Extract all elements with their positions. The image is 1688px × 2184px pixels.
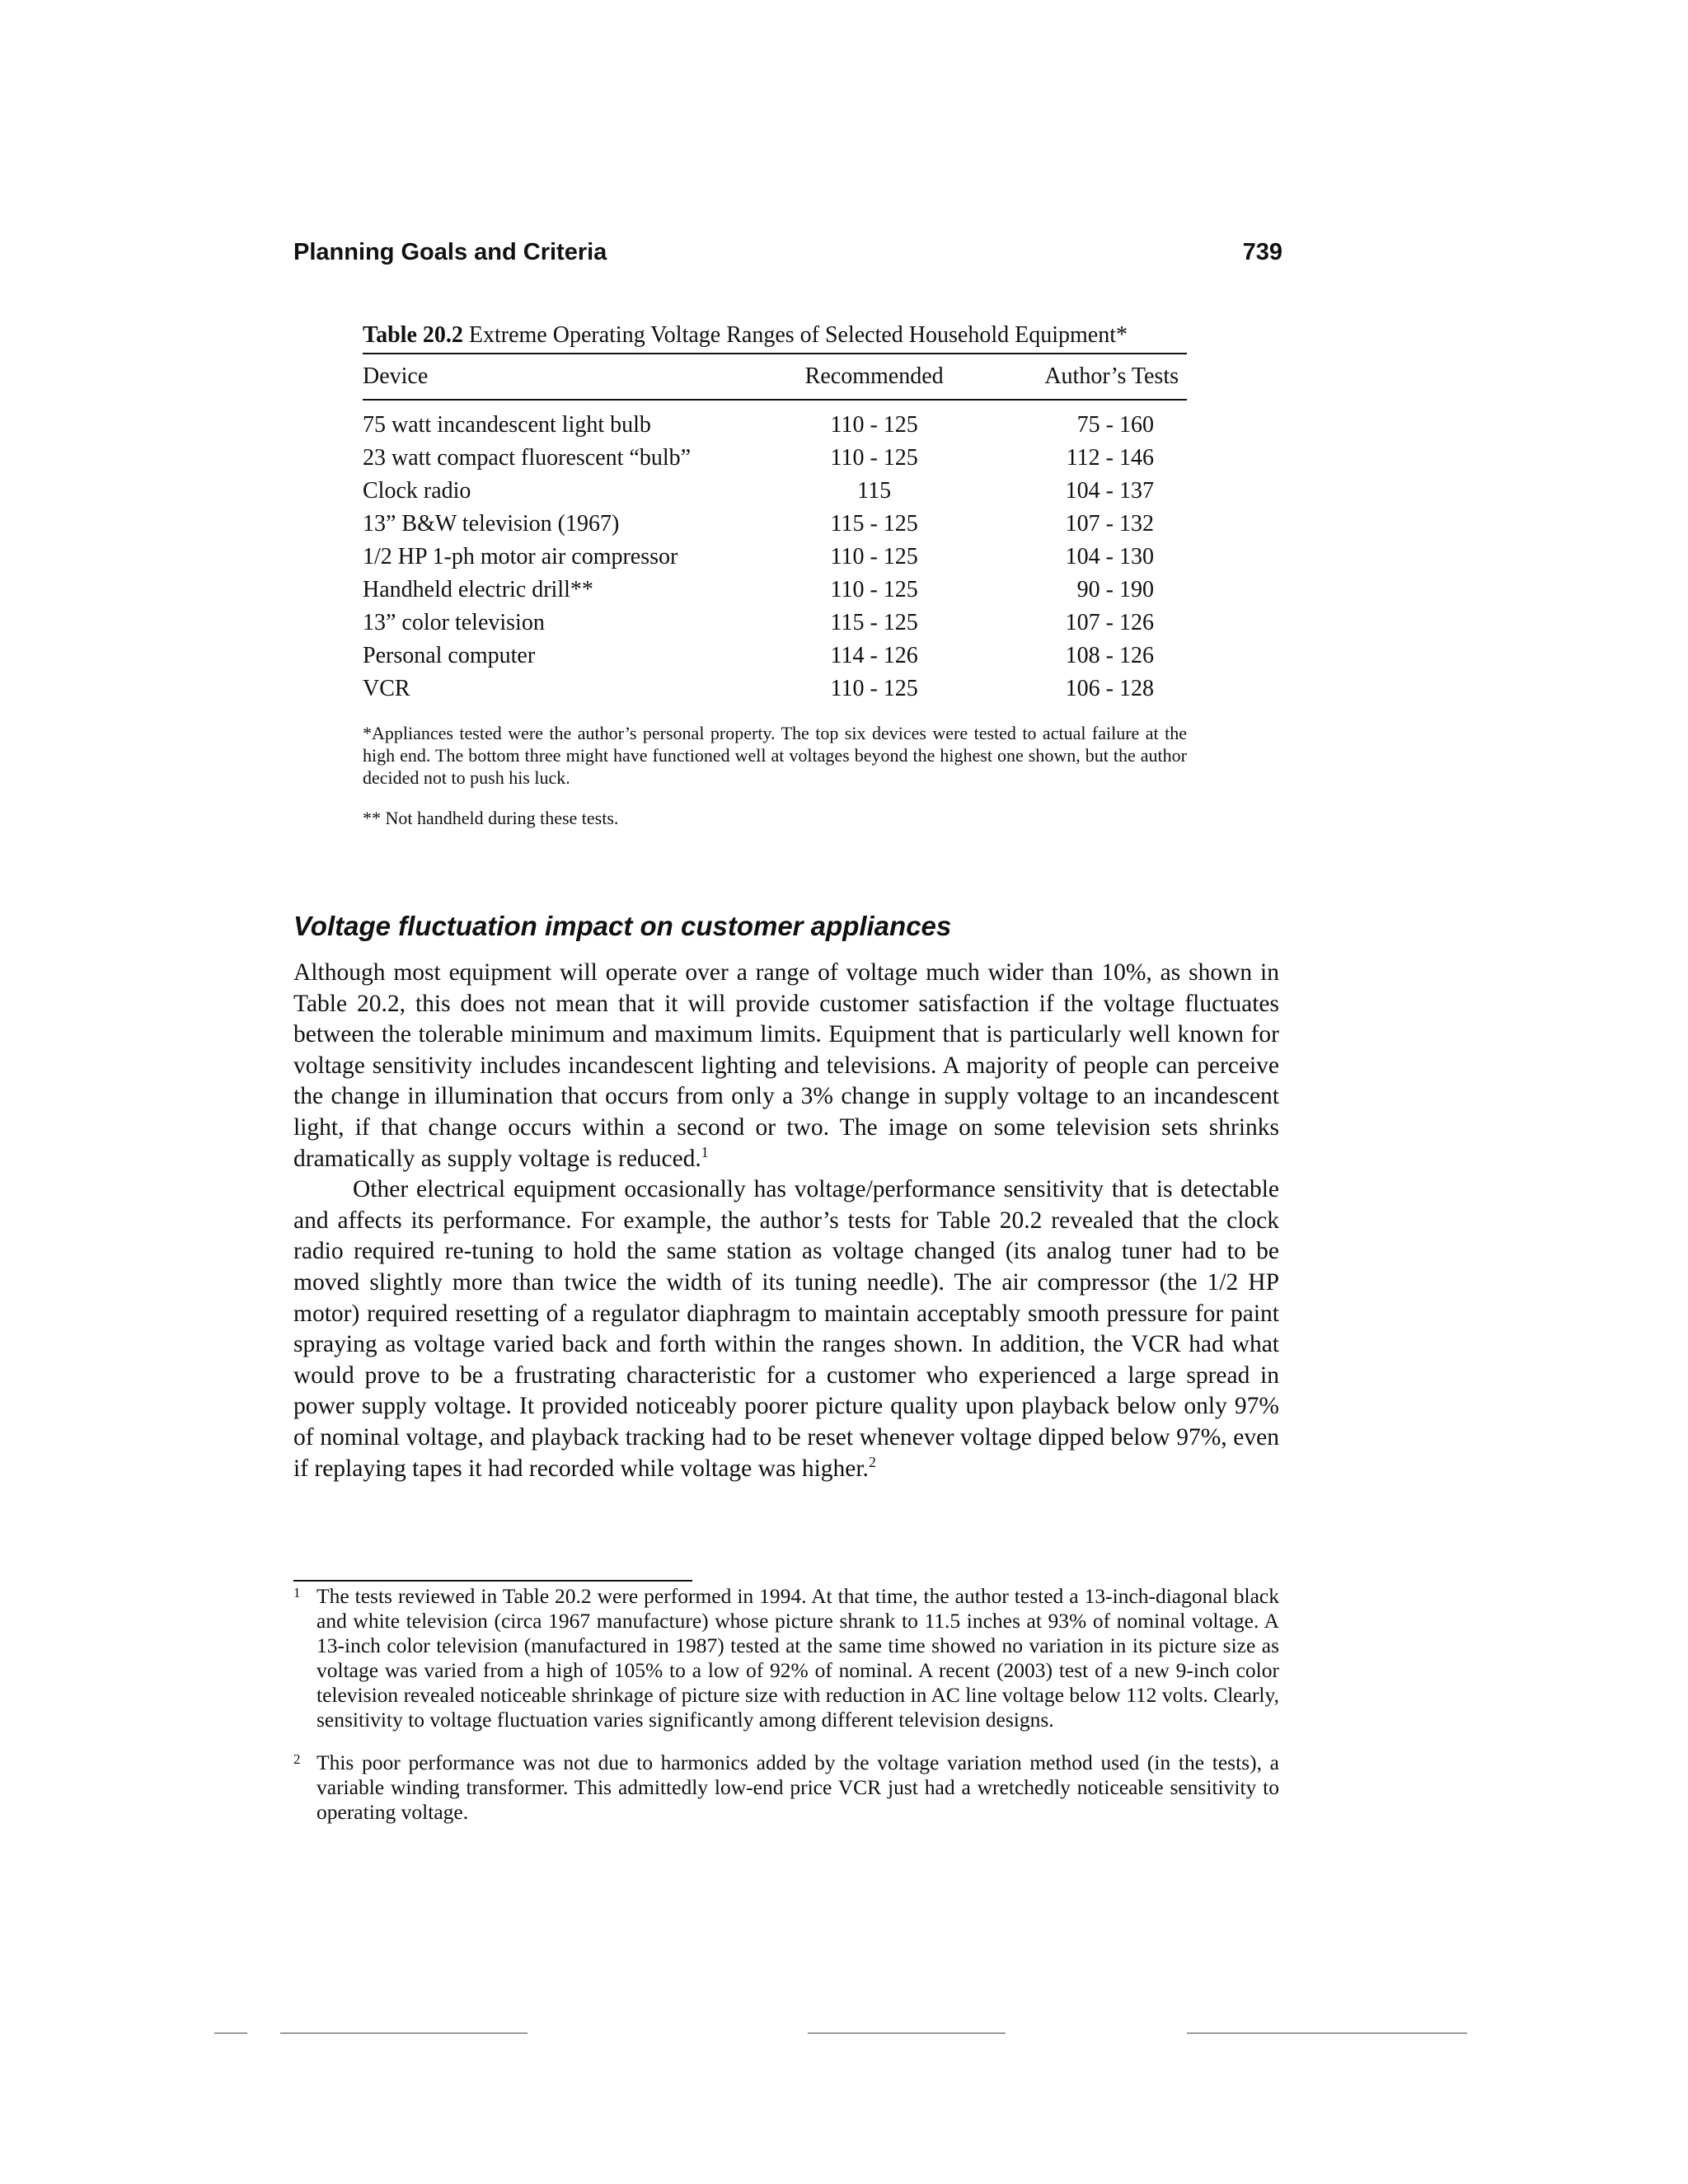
table-header-row — [363, 354, 1187, 399]
table-cell-device: Personal computer — [363, 643, 536, 668]
column-header-authors-tests: Author’s Tests — [1044, 363, 1179, 389]
scan-speck — [808, 2032, 1006, 2034]
table-cell-recommended: 110 - 125 — [830, 544, 918, 569]
table-cell-recommended: 110 - 125 — [830, 577, 918, 602]
footnote-separator — [293, 1580, 692, 1582]
footnote-reference[interactable]: 2 — [868, 1453, 876, 1470]
column-header-device: Device — [363, 363, 429, 389]
scan-speck — [214, 2032, 247, 2034]
table-row — [363, 673, 1187, 705]
table-row — [363, 475, 1187, 508]
table-cell-device: VCR — [363, 676, 410, 701]
table-cell-authors-tests: 106 - 128 — [1065, 676, 1154, 701]
table-cell-recommended: 115 - 125 — [830, 610, 918, 635]
table-cell-device: 1/2 HP 1-ph motor air compressor — [363, 544, 678, 569]
body-text — [293, 958, 1279, 1484]
table-cell-authors-tests: 75 - 160 — [1076, 412, 1154, 438]
table-cell-authors-tests: 107 - 132 — [1065, 511, 1154, 537]
paragraph-text: Other electrical equipment occasionally has voltage/performance sensitivity that is detectable and affects its performance. For example, the author’s tests for Table 20.2 revealed that the clock radio required re-tuning to hold the same station as voltage changed (its analog tuner had to be moved slightly more than twice the width of its tuning needle). The air compressor (the 1/2 HP motor) required resetting of a regulator diaphragm to maintain acceptably smooth pressure for paint spraying as voltage varied back and forth within the ranges shown. In addition, the VCR had what would prove to be a frustrating characteristic for a customer who experienced a large spread in power supply voltage. It provided noticeably poorer picture quality upon playback below only 97% of nominal voltage, and playback tracking had to be reset whenever voltage dipped below 97%, even if replaying tapes it had recorded while voltage was higher. — [293, 1176, 1279, 1482]
table-cell-authors-tests: 104 - 137 — [1065, 478, 1154, 504]
footnote-mark: 1 — [293, 1585, 301, 1601]
table-row — [363, 541, 1187, 574]
table-cell-device: 13” B&W television (1967) — [363, 511, 620, 537]
table-cell-authors-tests: 104 - 130 — [1065, 544, 1154, 569]
table-cell-authors-tests: 112 - 146 — [1066, 445, 1154, 471]
table-block — [363, 321, 1187, 847]
table-row — [363, 401, 1187, 442]
body-paragraph — [293, 958, 1279, 1174]
footnotes — [293, 1584, 1279, 1825]
table-cell-device: 75 watt incandescent light bulb — [363, 412, 651, 438]
table-cell-recommended: 110 - 125 — [830, 676, 918, 701]
running-head — [293, 239, 1282, 272]
table-cell-device: Handheld electric drill** — [363, 577, 593, 602]
table-row — [363, 640, 1187, 673]
table-cell-recommended: 110 - 125 — [830, 445, 918, 471]
page-number: 739 — [1242, 239, 1282, 265]
table-cell-authors-tests: 107 - 126 — [1065, 610, 1154, 635]
body-paragraph — [293, 1174, 1279, 1484]
table-row — [363, 508, 1187, 541]
paragraph-text: Although most equipment will operate over a range of voltage much wider than 10%, as shown in Table 20.2, this does not mean that it will provide customer satisfaction if the voltage fluctuates between the tolerable minimum and maximum limits. Equipment that is particularly well known for voltage sensitivity includes incandescent lighting and televisions. A majority of people can perceive the change in illumination that occurs from only a 3% change in supply voltage to an incandescent light, if that change occurs within a second or two. The image on some television sets shrinks dramatically as supply voltage is reduced. — [293, 959, 1279, 1172]
table-cell-authors-tests: 90 - 190 — [1076, 577, 1154, 602]
table-caption — [363, 321, 1187, 349]
footnote — [293, 1750, 1279, 1825]
table-caption-label: Table 20.2 — [363, 322, 463, 348]
table-cell-recommended: 110 - 125 — [830, 412, 918, 438]
table-cell-device: 13” color television — [363, 610, 545, 635]
table-cell-device: 23 watt compact fluorescent “bulb” — [363, 445, 692, 471]
table-cell-authors-tests: 108 - 126 — [1065, 643, 1154, 668]
table-cell-recommended: 115 - 125 — [830, 511, 918, 537]
table-note-handheld: ** Not handheld during these tests. — [363, 808, 619, 828]
table-row — [363, 574, 1187, 607]
table-row — [363, 607, 1187, 640]
table-cell-device: Clock radio — [363, 478, 471, 504]
table-caption-text: Extreme Operating Voltage Ranges of Selected Household Equipment* — [462, 322, 1128, 348]
running-head-title: Planning Goals and Criteria — [293, 239, 607, 265]
scan-speck — [1187, 2032, 1467, 2034]
footnote-reference[interactable]: 1 — [701, 1143, 709, 1160]
scan-artifacts — [214, 2031, 1467, 2036]
section-heading: Voltage fluctuation impact on customer appliances — [293, 911, 952, 941]
scan-speck — [280, 2032, 528, 2034]
footnote-text: This poor performance was not due to harmonics added by the voltage variation method used (in the tests), a variable winding transformer. This admittedly low-end price VCR just had a wretchedly noticeable sensitivity to operating voltage. — [316, 1750, 1279, 1824]
voltage-range-table — [363, 354, 1187, 705]
table-cell-recommended: 115 — [857, 478, 892, 504]
table-row — [363, 442, 1187, 475]
footnote-text: The tests reviewed in Table 20.2 were performed in 1994. At that time, the author tested a 13-inch-diagonal black and white television (circa 1967 manufacture) whose picture shrank to 11.5 inches at 93% of nominal voltage. A 13-inch color television (manufactured in 1987) tested at the same time showed no variation in its picture size as voltage was varied from a high of 105% to a low of 92% of nominal. A recent (2003) test of a new 9-inch color television revealed noticeable shrinkage of picture size with reduction in AC line voltage below 112 volts. Clearly, sensitivity to voltage fluctuation varies significantly among different television designs. — [316, 1584, 1279, 1732]
footnote — [293, 1584, 1279, 1732]
footnote-mark: 2 — [293, 1751, 301, 1767]
table-note-appliances: *Appliances tested were the author’s personal property. The top six devices were tested to actual failure at the high end. The bottom three might have functioned well at voltages beyond the highest one shown, but the author decided not to push his luck. — [363, 723, 1187, 788]
column-header-recommended: Recommended — [804, 363, 944, 389]
table-cell-recommended: 114 - 126 — [830, 643, 918, 668]
